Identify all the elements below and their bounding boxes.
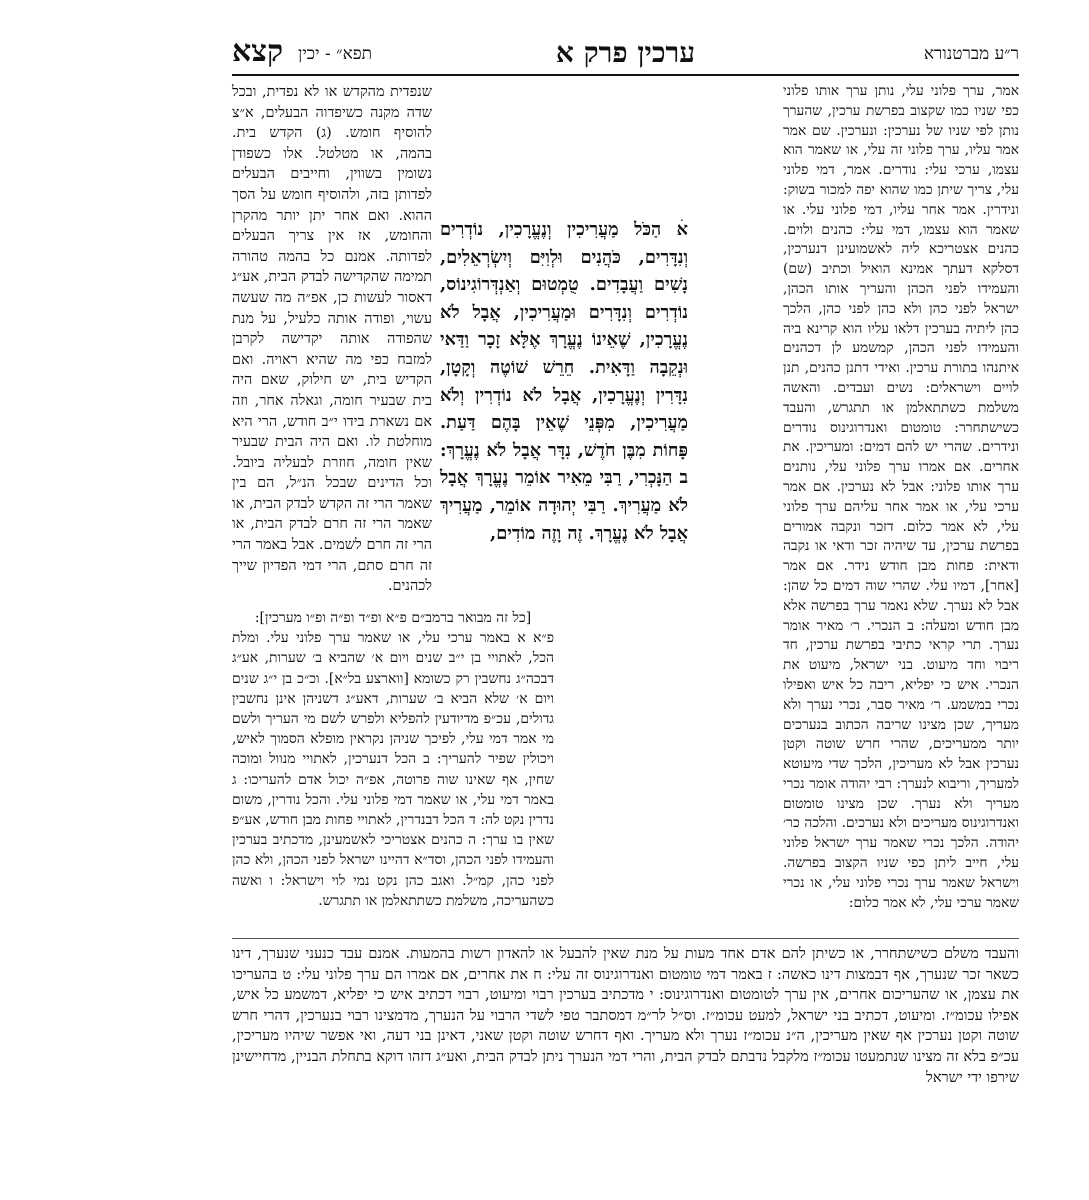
boaz-column xyxy=(232,608,554,911)
bottom-commentary xyxy=(232,944,1019,1088)
page-number: קצא xyxy=(232,34,284,69)
bartenura-text: אמר, ערך פלוני עלי, נותן ערך אותו פלוני כפי שניו כמו שקצוב בפרשת ערכין, שהערך נותן לפי שניו של נערכין: ונערכין. שם אמר אמר עליו, ערך פלוני זה עלי, או שאמר הוא עצמו, ערכי עלי: נודרים. אמר, דמי פלוני עלי, צריך שיתן כמו שהוא יפה למכור בשוק: ונידרין. אמר אחר עליו, דמי פלוני עלי. או שאמר הוא עצמו, דמי עלי: כהנים ולוים. כהנים אצטריכא ליה לאשמועינן דנערכין, דסלקא דעתך אמינא הואיל וכתיב (שם) והעמידו לפני הכהן והעריך אותו הכהן, ישראל לפני כהן ולא כהן לפני כהן, הלכך כהן ליתיה בערכין דלאו עליו הוא קרינא ביה והעמידו לפני הכהן, קמשמע לן דכהנים איתנהו בתורת ערכין. ואידי דתנן כהנים, תנן לויים וישראלים: נשים ועבדים. והאשה משלמת כשתתאלמן או תתגרש, והעבד כשישתחרר: טומטום ואנדרוגינוס נודרים ונידרים. שהרי יש להם דמים: ומעריכין. את אחרים. אם אמרו ערך פלוני עלי, נותנים ערך אותו פלוני: אבל לא נערכין. אם אמר ערכי עלי, או אמר אחר עליהם ערך פלוני עלי, לא אמר כלום. דזכר ונקבה אמורים בפרשת ערכין, עד שיהיה זכר ודאי או נקבה ודאית: פחות מבן חודש נידר. אם אמר [אחר], דמיו עלי. שהרי שוה דמים כל שהן: אבל לא נערך. שלא נאמר ערך בפרשה אלא מבן חודש ומעלה: ב הנכרי. ר׳ מאיר אומר נערך. תרי קראי כתיבי בפרשת ערכין, חד ריבוי וחד מיעוט. בני ישראל, מיעוט את הנכרי. איש כי יפליא, ריבה כל איש ואפילו נכרי במשמע. ר׳ מאיר סבר, נכרי נערך ולא מעריך, שכן מצינו שריבה הכתוב בנערכים יותר ממעריכים, שהרי חרש שוטה וקטן נערכין אבל לא מעריכין, הלכך שדי מיעוטא למעריך, וריבוא לנערך: רבי יהודה אומר נכרי מעריך ולא נערך. שכן מצינו טומטום ואנדרוגינוס מעריכים ולא נערכים. והלכה כר׳ יהודה. הלכך נכרי שאמר ערך ישראל פלוני עלי, חייב ליתן כפי שניו הקצוב בפרשה. וישראל שאמר ערך נכרי פלוני עלי, או נכרי שאמר ערכי עלי, לא אמר כלום: xyxy=(783,83,1019,911)
bartenura-column xyxy=(783,82,1019,913)
bottom-commentary-text: והעבד משלם כשישתחרר, או כשיתן להם אדם אחד מעות על מנת שאין להבעל או להאדון רשות בהמעות. אמנם עבד כנעני שנערך, דינו כשאר זכר שנערך, אף דבמצות דינו כאשה: ז באמר דמי טומטום ואנדרוגינוס זה עלי: ח את אחרים, אם אמרו הם ערך פלוני עלי: ט בהעריכו את עצמן, או שהעריכום אחרים, אין ערך לטומטום ואנדרוגינוס: י מדכתיב בערכין רבוי ומיעוט, רבוי דכתיב איש כי יפליא, דמשמע כל איש, אפילו עכומ״ז. ומיעוט, דכתיב בני ישראל, למעט עכומ״ז. וס״ל לר״מ דמסתבר טפי לשדי הרבוי על הנערך, מדמצינו רבוי בנערכין, דהרי חרש שוטה וקטן נערכין אף שאין מעריכין, ה״נ עכומ״ז נערך ולא מעריך. ואף דחרש שוטה וקטן שאני, דאינן בני דעה, ואי אפשר שיהיו מעריכין, עכ״פ בלא זה מצינו שנתמעטו עכומ״ז מלקבל נדבתם לבדק הבית, והרי דמי הנערך ניתן לבדק הבית, ואע״ג דזהו דוקא בתחלת הבניין, מדחיישינן שירפו ידי ישראל xyxy=(232,946,1019,1086)
yachin-column xyxy=(232,82,432,597)
mishna-column xyxy=(440,216,688,547)
mishna-text: אׄ הַכֹּל מַעֲרִיכִין וְנֶעֱרָכִין, נוֹדְרִים וְנִדָּרִים, כֹּהֲנִים וּלְוִיִּם וְיִשְׂרְאֵלִים, נָשִׁים וַעֲבָדִים. טֻמְטוּם וְאַנְדְּרוֹגִינוֹס, נוֹדְרִים וְנִדָּרִים וּמַעֲרִיכִין, אֲבָל לֹא נֶעֱרָכִין, שֶׁאֵינוֹ נֶעֱרָךְ אֶלָּא זָכָר וַדַּאי וּנְקֵבָה וַדָּאִית. חֵרֵשׁ שׁוֹטֶה וְקָטָן, נִדָּרִין וְנֶעֱרָכִין, אֲבָל לֹא נוֹדְרִין וְלֹא מַעֲרִיכִין, מִפְּנֵי שֶׁאֵין בָּהֶם דַּעַת. פָּחוֹת מִבֶּן חֹדֶשׁ, נִדָּר אֲבָל לֹא נֶעֱרָךְ: ב הַנָּכְרִי, רַבִּי מֵאִיר אוֹמֵר נֶעֱרָךְ אֲבָל לֹא מַעֲרִיךְ. רַבִּי יְהוּדָה אוֹמֵר, מַעֲרִיךְ אֲבָל לֹא נֶעֱרָךְ. זֶה וָזֶה מוֹדִים, xyxy=(440,219,688,544)
yachin-source-ref: [כל זה מבואר ברמב״ם פ״א ופ״ד ופ״ה ופ״ו מערכין]: xyxy=(254,610,532,626)
commentary-heading: תפא״ - יכין xyxy=(298,44,373,64)
commentator-heading: ר״ע מברטנורא xyxy=(923,44,1019,64)
boaz-text: פ״א א באמר ערכי עלי, או שאמר ערך פלוני עלי. ומלת הכל, לאתויי בן י״ב שנים ויום א׳ שהביא ב׳ שערות, אע״ג דבכה״ג נחשבין רק כשומא [ווארצע בל״א]. וכ״כ בן י״ג שנים ויום א׳ שלא הביא ב׳ שערות, דאע״ג דשניהן אינן נחשבין גדולים, עכ״פ מדיודעין להפליא ולפרש לשם מי העריך ולשם מי אמר דמי עלי, לפיכך שניהן נקראין מופלא הסמוך לאיש, ויכולין שפיר להעריך: ב הכל דנערכין, לאתויי מנוול ומוכה שחין, אף שאינו שוה פרוטה, אפ״ה יכול אדם להעריכו: ג באמר דמי עלי, או שאמר דמי פלוני עלי. והכל נודרין, משום נדרין נקט לה: ד הכל דבנדרין, לאתויי פחות מבן חודש, אע״פ שאין בו ערך: ה כהנים אצטריכי לאשמעינן, מדכתיב בערכין והעמידו לפני הכהן, וסד״א דהיינו ישראל לפני הכהן, ולא כהן לפני כהן, קמ״ל. ואגב כהן נקט נמי לוי וישראל: ו ואשה כשהעריכה, משלמת כשתתאלמן או תתגרש. xyxy=(232,630,554,909)
header-rule xyxy=(232,74,1019,76)
page-header xyxy=(232,36,1019,70)
chapter-title: ערכין פרק א xyxy=(555,36,696,69)
yachin-text: שנפדית מהקדש או לא נפדית, ובכל שדה מקנה כשיפדוה הבעלים, א״צ להוסיף חומש. (ג) הקדש בית. בהמה, או מטלטל. אלו כשפודן נשומין בשווין, וחייבים הבעלים לפדותן בזה, ולהוסיף חומש על הסך ההוא. ואם אחר יתן יותר מהקרן והחומש, אז אין צריך הבעלים לפדותה. אמנם כל בהמה טהורה תמימה שהקדישה לבדק הבית, אע״ג דאסור לעשות כן, אפ״ה מה שעשה עשוי, ופודה אותה כלעיל, על מנת שהפודה אותה יקדישה לקרבן למזבח כפי מה שהיא ראויה. ואם הקדיש בית, יש חילוק, שאם היה בית שבעיר חומה, וגאלה אחר, וזה אם נשארת בידו י״ב חודש, הרי היא מוחלטת לו. ואם היה הבית שבעיר שאין חומה, חוזרת לבעליה ביובל. וכל הדינים שבכל הנ״ל, הם בין שאמר הרי זה הקדש לבדק הבית, או שאמר הרי זה חרם לבדק הבית, או הרי זה חרם לשמים. אבל באמר הרי זה חרם סתם, הרי דמי הפדיון שייך לכהנים. xyxy=(232,84,432,595)
